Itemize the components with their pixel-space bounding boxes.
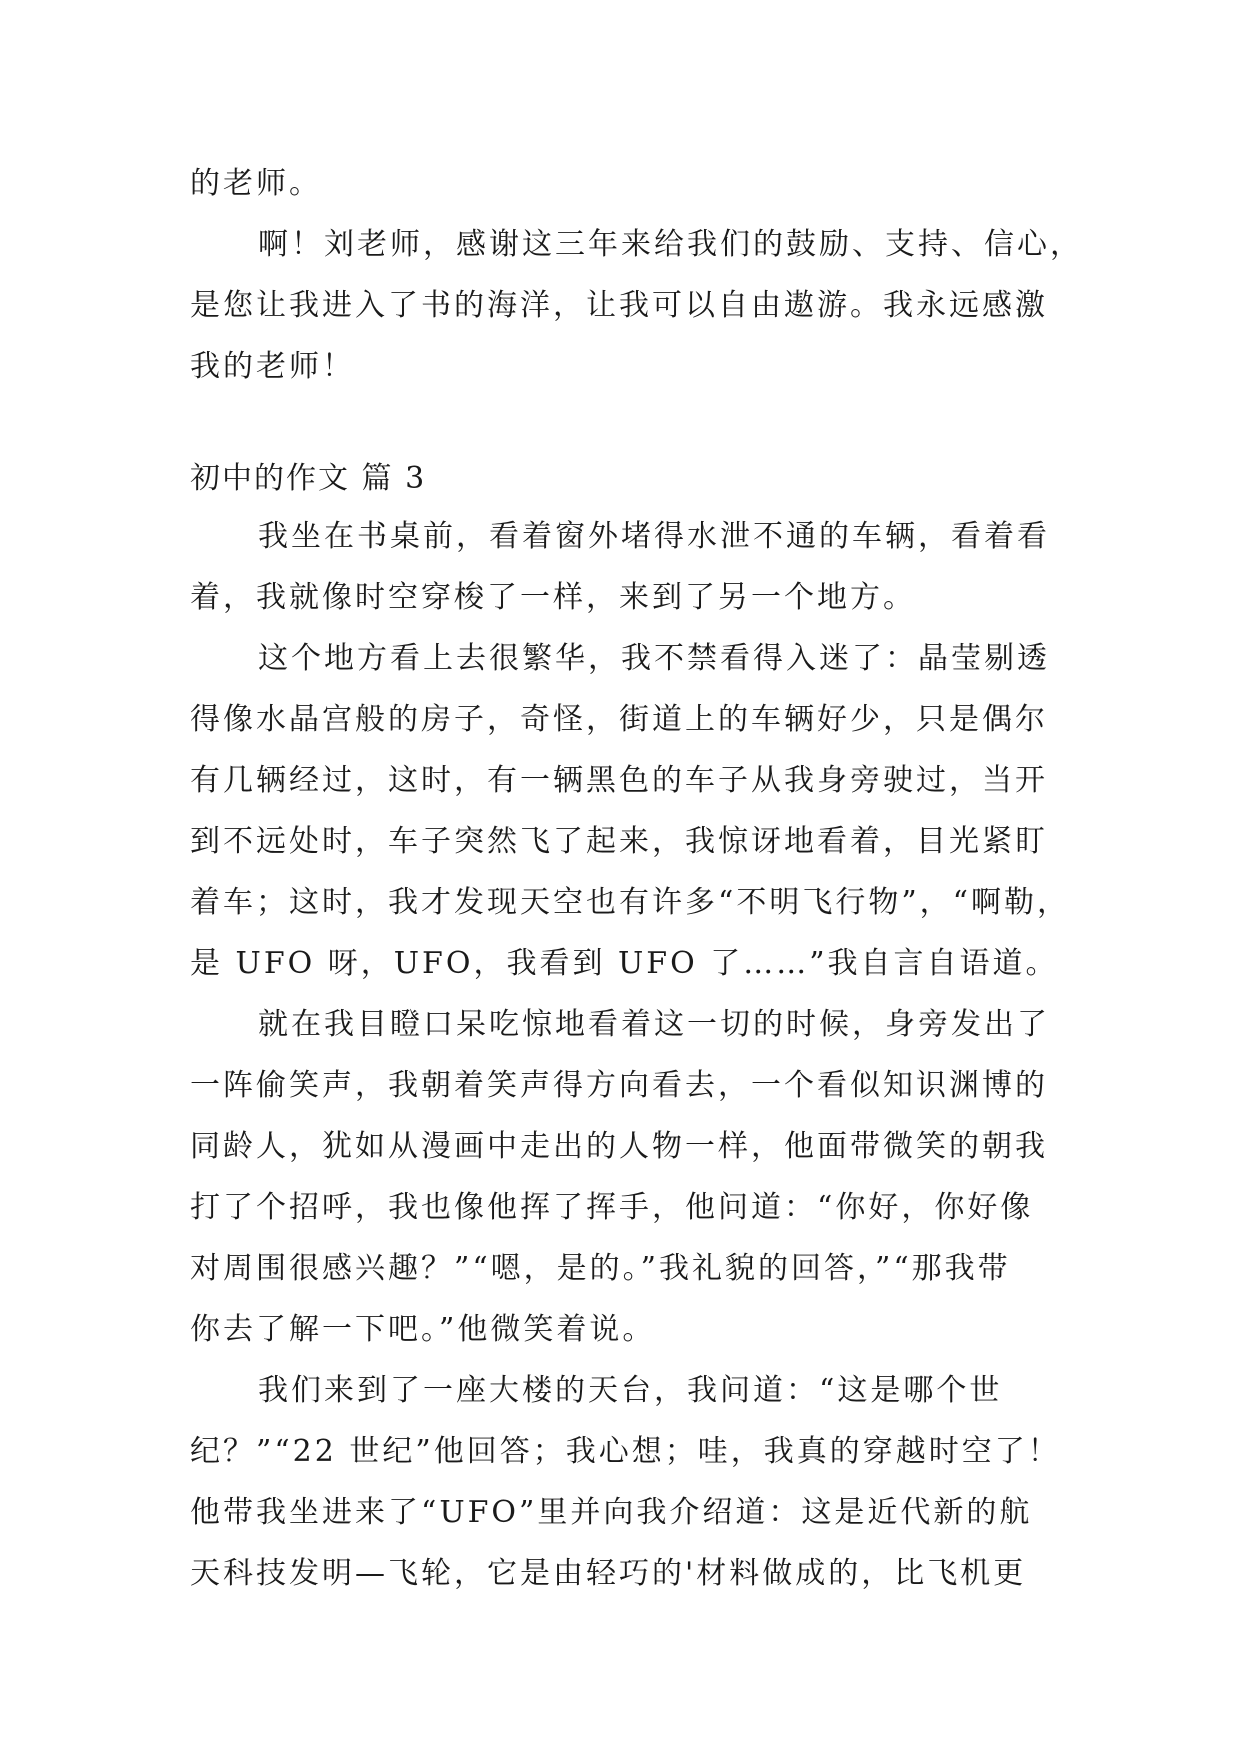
previous-essay-ending: [190, 153, 1083, 397]
text-line: 啊！刘老师，感谢这三年来给我们的鼓励、支持、信心，: [258, 227, 1083, 262]
text-line: 天科技发明—飞轮，它是由轻巧的'材料做成的，比飞机更: [190, 1556, 1027, 1591]
essay-body: [190, 506, 1071, 1604]
text-line: 同龄人，犹如从漫画中走出的人物一样，他面带微笑的朝我: [190, 1129, 1048, 1164]
text-line: 是您让我进入了书的海洋，让我可以自由遨游。我永远感激: [190, 288, 1048, 323]
text-line: 纪？”“22 世纪”他回答；我心想；哇，我真的穿越时空了！: [190, 1434, 1061, 1469]
text-line: 到不远处时，车子突然飞了起来，我惊讶地看着，目光紧盯: [190, 824, 1048, 859]
text-line: 着车；这时，我才发现天空也有许多“不明飞行物”，“啊勒，: [190, 885, 1071, 920]
text-line: 一阵偷笑声，我朝着笑声得方向看去，一个看似知识渊博的: [190, 1068, 1048, 1103]
text-line: 他带我坐进来了“UFO”里并向我介绍道：这是近代新的航: [190, 1495, 1033, 1530]
text-line: 这个地方看上去很繁华，我不禁看得入迷了：晶莹剔透: [258, 641, 1050, 676]
text-line: 打了个招呼，我也像他挥了挥手，他问道：“你好，你好像: [190, 1190, 1034, 1225]
text-line: 有几辆经过，这时，有一辆黑色的车子从我身旁驶过，当开: [190, 763, 1048, 798]
text-line: 我们来到了一座大楼的天台，我问道：“这是哪个世: [258, 1373, 1003, 1408]
text-line: 就在我目瞪口呆吃惊地看着这一切的时候，身旁发出了: [258, 1007, 1050, 1042]
text-line: 我坐在书桌前，看着窗外堵得水泄不通的车辆，看着看: [258, 519, 1050, 554]
section-title-block: [190, 448, 1050, 509]
section-title: 初中的作文 篇 3: [190, 461, 427, 496]
text-line: 我的老师！: [190, 349, 355, 384]
text-line: 着，我就像时空穿梭了一样，来到了另一个地方。: [190, 580, 916, 615]
text-line: 得像水晶宫般的房子，奇怪，街道上的车辆好少，只是偶尔: [190, 702, 1048, 737]
text-line: 你去了解一下吧。”他微笑着说。: [190, 1312, 656, 1347]
text-line: 的老师。: [190, 166, 322, 201]
text-line: 是 UFO 呀，UFO，我看到 UFO 了……”我自言自语道。: [190, 946, 1059, 981]
text-line: 对周围很感兴趣？”“嗯，是的。”我礼貌的回答，”“那我带: [190, 1251, 1011, 1286]
